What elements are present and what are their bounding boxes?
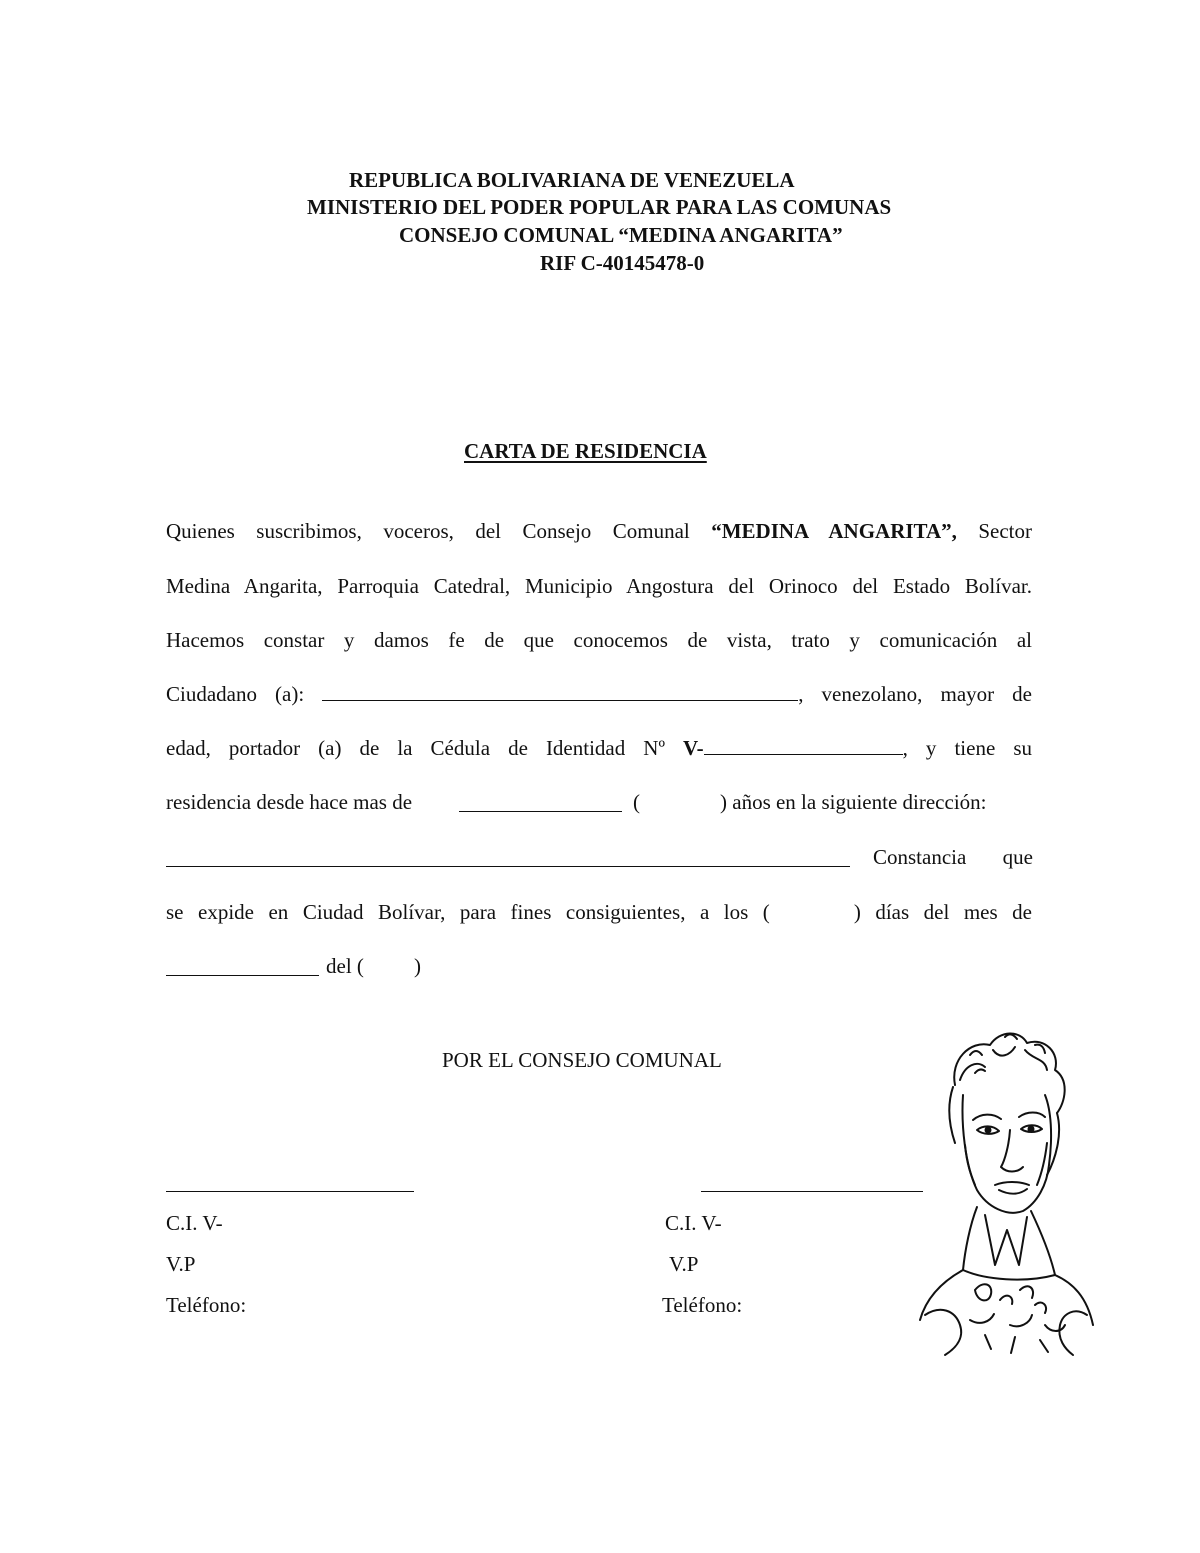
body-line-6 <box>166 790 412 815</box>
header-line-rif: RIF C-40145478-0 <box>540 251 705 275</box>
body-line-2 <box>166 574 1032 599</box>
year-close-paren: ) <box>414 954 421 978</box>
document-title <box>464 439 707 464</box>
body-text: Quienes suscribimos, voceros, del Consejo Comunal <box>166 519 690 543</box>
constancia-label: Constancia que <box>873 845 1033 869</box>
years-close-text: ) años en la siguiente dirección: <box>720 790 987 814</box>
body-text: Hacemos constar y damos fe de que conocemos de vista, trato y comunicación al <box>166 628 1032 652</box>
citizen-name-blank[interactable] <box>322 682 798 701</box>
body-line-4 <box>166 682 1032 707</box>
body-text: , y tiene su <box>902 736 1032 760</box>
body-text: edad, portador (a) de la Cédula de Identidad Nº <box>166 736 665 760</box>
address-blank[interactable] <box>166 866 850 867</box>
body-text: ) días del mes de <box>853 900 1032 924</box>
header-line-ministerio: MINISTERIO DEL PODER POPULAR PARA LAS COMUNAS <box>307 195 892 219</box>
signature-role-left: V.P <box>166 1252 196 1276</box>
document-title-text: CARTA DE RESIDENCIA <box>464 439 707 463</box>
body-text: se expide en Ciudad Bolívar, para fines consiguientes, a los ( <box>166 900 770 924</box>
signature-phone-right: Teléfono: <box>662 1293 743 1317</box>
body-line-5 <box>166 736 1032 761</box>
body-text: Medina Angarita, Parroquia Catedral, Municipio Angostura del Orinoco del Estado Bolívar. <box>166 574 1032 598</box>
header-line-consejo: CONSEJO COMUNAL “MEDINA ANGARITA” <box>399 223 843 247</box>
body-text: Ciudadano (a): <box>166 682 305 706</box>
id-number-blank[interactable] <box>704 736 903 755</box>
signature-line-right[interactable] <box>701 1191 923 1192</box>
body-text: Sector <box>978 519 1033 543</box>
closing-text: POR EL CONSEJO COMUNAL <box>442 1048 722 1072</box>
month-blank[interactable] <box>166 975 319 976</box>
body-line-8 <box>166 900 1032 925</box>
signature-phone-left: Teléfono: <box>166 1293 247 1317</box>
body-text: , venezolano, mayor de <box>798 682 1033 706</box>
signature-role-right: V.P <box>669 1252 699 1276</box>
body-text: residencia desde hace mas de <box>166 790 413 814</box>
year-open-text: del ( <box>326 954 364 978</box>
header-line-republica: REPUBLICA BOLIVARIANA DE VENEZUELA <box>349 168 795 192</box>
bolivar-portrait-icon <box>915 1025 1095 1360</box>
years-open-paren: ( <box>633 790 640 814</box>
body-line-1 <box>166 519 1032 544</box>
signature-ci-right: C.I. V- <box>665 1211 722 1235</box>
signature-line-left[interactable] <box>166 1191 414 1192</box>
council-name: “MEDINA ANGARITA”, <box>711 519 957 543</box>
body-line-3 <box>166 628 1032 653</box>
id-prefix: V- <box>683 736 704 760</box>
years-words-blank[interactable] <box>459 811 622 812</box>
signature-ci-left: C.I. V- <box>166 1211 223 1235</box>
